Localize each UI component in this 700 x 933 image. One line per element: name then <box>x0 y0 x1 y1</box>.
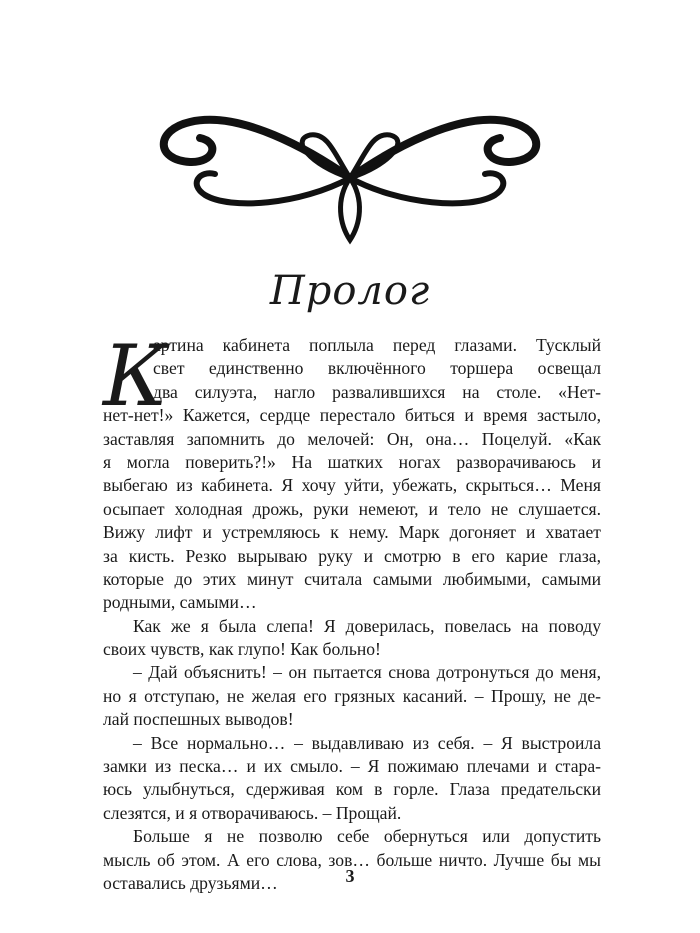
text-line: свет единственно включённого торшера освещал <box>153 358 601 379</box>
body-text <box>103 327 601 895</box>
text-line: замки из песка… и их смыло. – Я пожимаю плечами и стара- <box>103 756 601 777</box>
text-line: нет-нет!» Кажется, сердце перестало биться и время застыло, <box>103 405 601 426</box>
text-line: Как же я была слепа! Я доверилась, повелась на поводу <box>133 615 601 636</box>
text-line: заставляя запомнить до мелочей: Он, она… Поцелуй. «Как <box>103 428 601 449</box>
text-line: осыпает холодная дрожь, руки немеют, и тело не слушается. <box>103 498 601 519</box>
text-line: мысль об этом. А его слова, зов… больше ничто. Лучше бы мы <box>103 849 601 870</box>
text-line: выбегаю из кабинета. Я хочу уйти, убежать, скрыться… Меня <box>103 475 601 496</box>
text-line: Больше я не позволю себе обернуться или допустить <box>133 826 601 847</box>
text-line: но я отступаю, не желая его грязных касаний. – Прошу, не де- <box>103 685 601 706</box>
drop-cap: К <box>103 327 169 425</box>
text-line: – Все нормально… – выдавливаю из себя. – Я выстроила <box>133 732 601 753</box>
text-line: оставались друзьями… <box>103 872 278 893</box>
ornament-flourish <box>150 100 550 250</box>
chapter-title: Пролог <box>269 268 431 314</box>
text-line: юсь улыбнуться, сдерживая ком в горле. Глаза предательски <box>103 779 601 800</box>
text-line: которые до этих минут считала самыми любимыми, самыми <box>103 568 601 589</box>
text-line: родными, самыми… <box>103 592 257 613</box>
text-line: два силуэта, нагло развалившихся на столе. «Нет- <box>153 381 601 402</box>
text-line: артина кабинета поплыла перед глазами. Тусклый <box>153 335 601 355</box>
text-line: я могла поверить?!» На шатких ногах разворачиваюсь и <box>103 451 601 472</box>
text-line: лай поспешных выводов! <box>103 709 294 730</box>
text-line: слезятся, и я отворачиваюсь. – Прощай. <box>103 802 402 823</box>
text-line: своих чувств, как глупо! Как больно! <box>103 639 381 660</box>
text-line: за кисть. Резко вырываю руку и смотрю в его карие глаза, <box>103 545 601 566</box>
text-line: Вижу лифт и устремляюсь к нему. Марк догоняет и хватает <box>103 522 601 543</box>
page-number: 3 <box>345 866 355 886</box>
text-line: – Дай объяснить! – он пытается снова дотронуться до меня, <box>133 662 601 683</box>
